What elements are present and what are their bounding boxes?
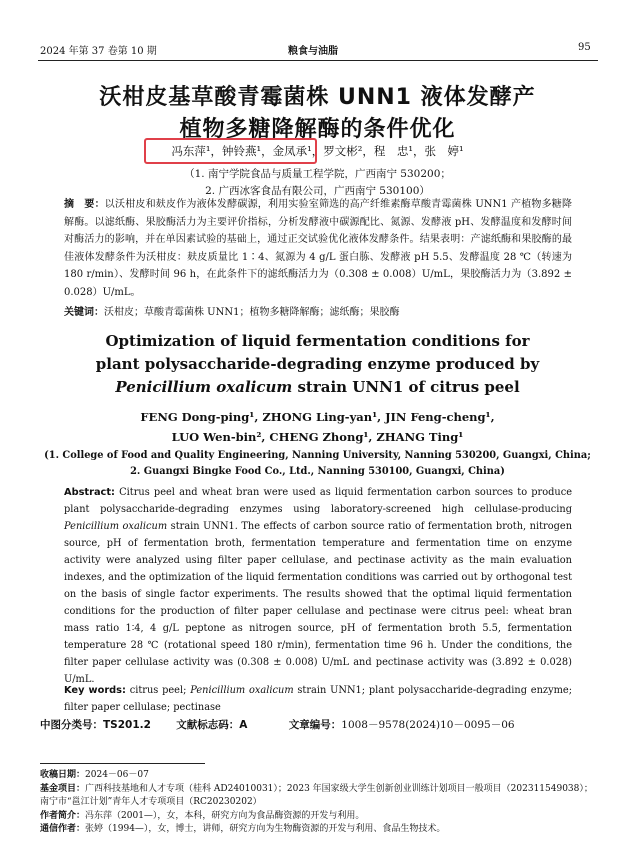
doc-code-value: A (239, 719, 248, 731)
keywords-cn-text: 沃柑皮；草酸青霉菌株 UNN1；植物多糖降解酶；滤纸酶；果胶酶 (104, 307, 400, 318)
abstract-cn (64, 196, 572, 301)
title-en-strain: strain UNN1 of citrus peel (292, 378, 520, 396)
first-author-label: 作者简介： (40, 810, 86, 821)
fund-label: 基金项目： (40, 783, 86, 794)
abstract-en-text-1: Citrus peel and wheat bran were used as liquid fermentation carbon sources to produce plant polysaccharide-degrading enzymes using laboratory-screened high cellulase-producing (64, 487, 572, 515)
corresponding-value: 张婷（1994—），女，博士，讲师，研究方向为生物酶资源的开发与利用、食品生物技术。 (85, 824, 446, 834)
classification-line (40, 717, 515, 732)
authors-en-line2: LUO Wen-bin², CHENG Zhong¹, ZHANG Ting¹ (171, 430, 464, 444)
affiliation-en-1: (1. College of Food and Quality Engineering, Nanning University, Nanning 530200, Guangxi, China; (44, 450, 591, 461)
received-value: 2024－06－07 (85, 770, 149, 780)
received-date (40, 769, 600, 783)
affiliation-en-2: 2. Guangxi Bingke Food Co., Ltd., Nanning 530100, Guangxi, China) (130, 466, 505, 477)
keywords-en-text-1: citrus peel; (125, 685, 191, 696)
title-en-species: Penicillium oxalicum (115, 378, 293, 396)
clc-label: 中图分类号： (40, 719, 103, 731)
keywords-en-label: Key words: (64, 685, 126, 696)
abstract-en-species: Penicillium oxalicum (64, 521, 168, 532)
keywords-en (64, 682, 572, 716)
title-en-line1: Optimization of liquid fermentation conditions for (105, 332, 530, 350)
authors-cn: 冯东萍¹，钟铃燕¹，金凤承¹，罗文彬²，程 忠¹，张 婷¹ (171, 144, 464, 158)
footnotes (40, 769, 600, 837)
first-author-value: 冯东萍（2001—），女，本科，研究方向为食品酶资源的开发与利用。 (85, 810, 365, 821)
title-cn-line2: 植物多糖降解酶的条件优化 (179, 117, 456, 142)
abstract-en-text-2: strain UNN1. The effects of carbon source ratio of fermentation broth, nitrogen source, pH of fermentation broth, fermentation temperature and fermentation time on enzyme activity were analyzed using filter paper cellulase, and pectinase activity as the main evaluation indexes, and the optimization of the liquid fermentation conditions was carried out by orthogonal test on the basis of single factor experiments. The results showed that the optimal liquid fermentation conditions for the production of filter paper cellulase and pectinase were citrus peel: wheat bran mass ratio 1∶4, 4 g/L peptone as nitrogen source, pH of fermentation broth 5.5, fermentation temperature 28 ℃ (rotational speed 180 r/min), fermentation time 96 h. Under the conditions, the filter paper cellulase activity was (0.308 ± 0.008) U/mL and pectinase activity was (3.892 ± 0.028) U/mL. (64, 521, 573, 685)
abstract-cn-label: 摘 要： (64, 199, 105, 210)
affiliation-cn-2: 2. 广西冰客食品有限公司，广西南宁 530100） (205, 185, 430, 197)
fund-value: 广西科技基地和人才专项（桂科 AD24010031）；2023 年国家级大学生创新创业训练计划项目一般项目（202311549038）；南宁市“邕江计划”青年人才专项项目（RC20230202） (40, 783, 593, 807)
header-rule (38, 60, 598, 61)
keywords-en-species: Penicillium oxalicum (190, 685, 294, 696)
title-en-line3 (0, 378, 635, 396)
corresponding-label: 通信作者： (40, 824, 86, 834)
title-en-line2: plant polysaccharide-degrading enzyme produced by (95, 355, 540, 373)
page-number: 95 (578, 42, 591, 53)
article-number-value: 1008－9578(2024)10－0095－06 (341, 719, 515, 731)
abstract-en-label: Abstract: (64, 487, 115, 498)
clc-value: TS201.2 (103, 719, 151, 731)
authors-en-line1: FENG Dong-ping¹, ZHONG Ling-yan¹, JIN Feng-cheng¹, (140, 410, 495, 424)
first-author-bio (40, 810, 600, 824)
doc-code-label: 文献标志码： (176, 719, 240, 731)
journal-name: 粮食与油脂 (288, 46, 338, 57)
corresponding-author (40, 823, 600, 837)
abstract-en (64, 484, 572, 688)
keywords-cn-label: 关键词： (64, 307, 104, 318)
keywords-cn (64, 304, 572, 322)
received-label: 收稿日期： (40, 770, 86, 780)
footnote-rule (40, 763, 205, 764)
article-number-label: 文章编号： (288, 719, 342, 731)
fund-project (40, 783, 600, 810)
affiliation-cn-1: （1. 南宁学院食品与质量工程学院，广西南宁 530200； (184, 168, 451, 180)
title-cn-line1: 沃柑皮基草酸青霉菌株 UNN1 液体发酵产 (99, 85, 536, 110)
abstract-cn-text: 以沃柑皮和麸皮作为液体发酵碳源，利用实验室筛选的高产纤维素酶草酸青霉菌株 UNN1 产植物多糖降解酶。以滤纸酶、果胶酶活力为主要评价指标，分析发酵液中碳源配比、氮源、发酵液 pH、发酵温度和发酵时间对酶活力的影响，并在单因素试验的基础上，通过正交试验优化液体发酵条件。结果表明：产滤纸酶和果胶酶的最佳液体发酵条件为沃柑皮：麸皮质量比 1∶4、氮源为 4 g/L 蛋白胨、发酵液 pH 5.5、发酵温度 28 ℃（转速为 180 r/min）、发酵时间 96 h，在此条件下的滤纸酶活力为（0.308 ± 0.008）U/mL，果胶酶活力为（3.892 ± 0.028）U/mL。 (64, 199, 572, 298)
journal-issue: 2024 年第 37 卷第 10 期 (40, 46, 157, 57)
keywords-en-text-2: strain UNN1; plant polysaccharide-degrading enzyme; filter paper cellulase; pectinase (64, 685, 572, 713)
